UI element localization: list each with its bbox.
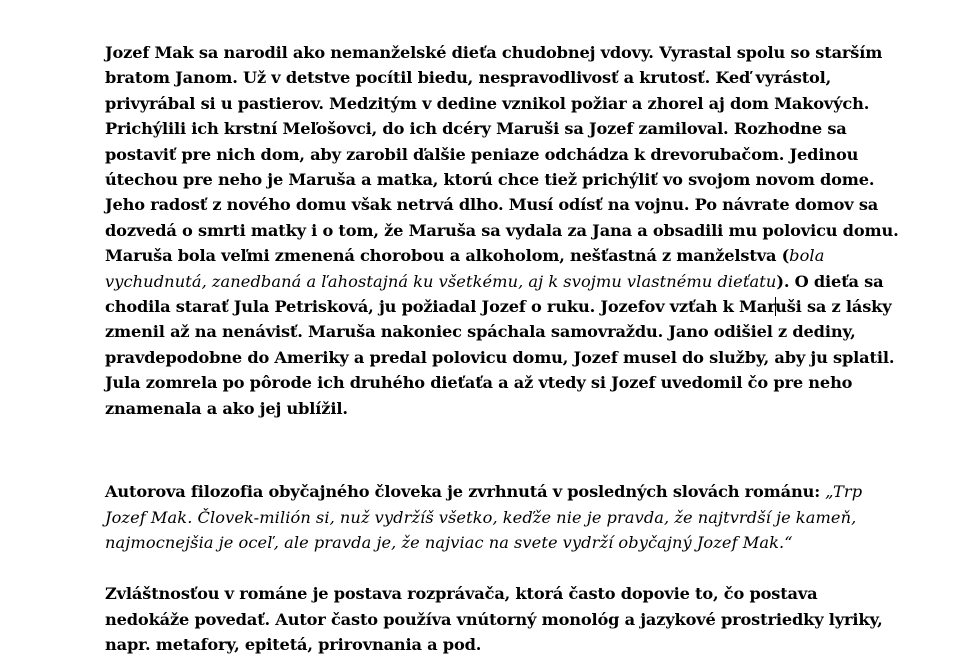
paragraph-narrator-note[interactable] [105, 581, 895, 657]
narrator-text: Zvláštnosťou v románe je postava rozprávača, ktorá často dopovie to, čo postava nedokáže povedať. Autor často používa vnútorný monológ a jazykové prostriedky lyriky, napr. metafory, epitetá, prirovnania a pod. [105, 584, 883, 655]
philosophy-quotation: „Trp Jozef Mak. Človek-milión si, nuž vydržíš všetko, keďže nie je pravda, že najtvrdší je kameň, najmocnejšia je oceľ, ale pravda je, že najviac na svete vydrží obyčajný Jozef Mak.“ [105, 482, 863, 552]
philosophy-lead-text: Autorova filozofia obyčajného človeka je zvrhnutá v posledných slovách románu: [105, 482, 821, 502]
summary-text-after-caret: uši sa z lásky zmenil až na nenávisť. Maruša nakoniec spáchala samovraždu. Jano odišiel z dediny, pravdepodobne do Ameriky a predal polovicu domu, Jozef musel do služby, aby ju splatil. Jula zomrela po pôrode ich druhého dieťaťa a až vtedy si Jozef uvedomil čo pre neho znamenala a ako jej ublížil. [105, 297, 895, 418]
paragraph-author-philosophy[interactable] [105, 479, 865, 555]
paragraph-plot-summary[interactable] [105, 40, 905, 421]
summary-text-before-italic: Jozef Mak sa narodil ako nemanželské dieťa chudobnej vdovy. Vyrastal spolu so starším bratom Janom. Už v detstve pocítil biedu, nespravodlivosť a krutosť. Keď vyrástol, privyrábal si u pastierov. Medzitým v dedine vznikol požiar a zhorel aj dom Makových. Prichýlili ich krstní Meľošovci, do ich dcéry Maruši sa Jozef zamiloval. Rozhodne sa postaviť pre nich dom, aby zarobil ďalšie peniaze odchádza k drevorubačom. Jedinou útechou pre neho je Maruša a matka, ktorú chce tiež prichýliť vo svojom novom dome. Jeho radosť z nového domu však netrvá dlho. Musí odísť na vojnu. Po návrate domov sa dozvedá o smrti matky i o tom, že Maruša sa vydala za Jana a obsadili mu polovicu domu. Maruša bola veľmi zmenená chorobou a alkoholom, nešťastná z manželstva ( [105, 43, 899, 266]
document-text-area[interactable] [105, 40, 905, 658]
summary-italic-quote: bola vychudnutá, zanedbaná a ľahostajná ku všetkému, aj k svojmu vlastnému dieťatu [105, 246, 825, 291]
summary-text-before-caret: ). O dieťa sa chodila starať Jula Petrisková, ju požiadal Jozef o ruku. Jozefov vzťah k Mar [105, 271, 884, 317]
